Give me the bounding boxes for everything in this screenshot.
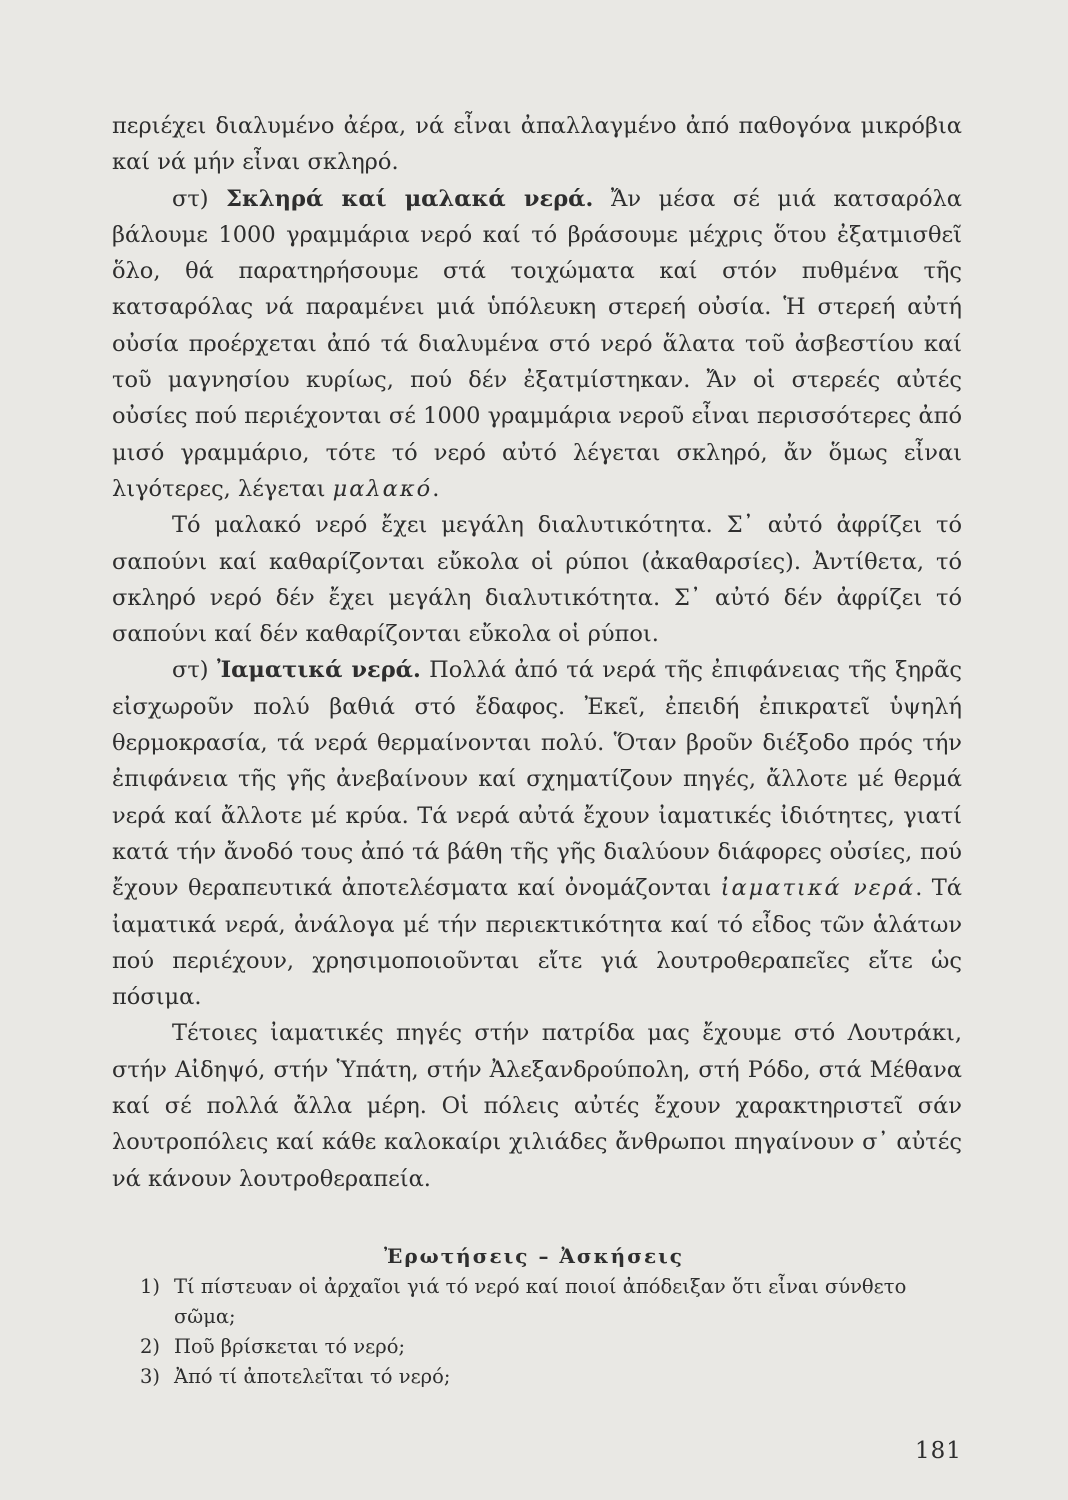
subsection-title: Ἰαματικά νερά. — [216, 657, 421, 684]
emphasized-term: μαλακό — [332, 475, 433, 502]
paragraph-spa-towns — [112, 1015, 962, 1196]
body-text — [112, 108, 962, 1197]
section-marker: στ) — [172, 185, 227, 212]
question-number: 1) — [140, 1275, 161, 1298]
paragraph-continuation — [112, 108, 962, 181]
question-item — [140, 1362, 930, 1392]
paragraph-text: περιέχει διαλυμένο ἀέρα, νά εἶναι ἀπαλλαγμένο ἀπό παθογόνα μικρόβια καί νά μήν εἶναι σκληρό. — [112, 113, 962, 176]
paragraph-healing-waters — [112, 652, 962, 1015]
subsection-title: Σκληρά καί μαλακά νερά. — [226, 185, 594, 212]
question-text: Ποῦ βρίσκεται τό νερό; — [174, 1335, 406, 1358]
paragraph-text: Τό μαλακό νερό ἔχει μεγάλη διαλυτικότητα. Σ᾽ αὐτό ἀφρίζει τό σαπούνι καί καθαρίζονται εὔκολα οἱ ρύποι (ἀκαθαρσίες). Ἀντίθετα, τό σκληρό νερό δέν ἔχει μεγάλη διαλυτικότητα. Σ᾽ αὐτό δέν ἀφρίζει τό σαπούνι καί δέν καθαρίζονται εὔκολα οἱ ρύποι. — [112, 512, 962, 648]
question-text: Τί πίστευαν οἱ ἀρχαῖοι γιά τό νερό καί ποιοί ἀπόδειξαν ὅτι εἶναι σύνθετο σῶμα; — [174, 1275, 907, 1328]
paragraph-text: Τέτοιες ἰαματικές πηγές στήν πατρίδα μας ἔχουμε στό Λουτράκι, στήν Αἰδηψό, στήν Ὑπάτη, στήν Ἀλεξανδρούπολη, στή Ρόδο, στά Μέθανα καί σέ πολλά ἄλλα μέρη. Οἱ πόλεις αὐτές ἔχουν χαρακτηριστεῖ σάν λουτροπόλεις καί κάθε καλοκαίρι χιλιάδες ἄνθρωποι πηγαίνουν σ᾽ αὐτές νά κάνουν λουτροθεραπεία. — [112, 1020, 962, 1192]
paragraph-text: Ἄν μέσα σέ μιά κατσαρόλα βάλουμε 1000 γραμμάρια νερό καί τό βράσουμε μέχρις ὅτου ἐξατμισθεῖ ὅλο, θά παρατηρήσουμε στά τοιχώματα καί στόν πυθμένα τῆς κατσαρόλας νά παραμένει μιά ὑπόλευκη στερεή οὐσία. Ἡ στερεή αὐτή οὐσία προέρχεται ἀπό τά διαλυμένα στό νερό ἅλατα τοῦ ἀσβεστίου καί τοῦ μαγνησίου κυρίως, πού δέν ἐξατμίστηκαν. Ἄν οἱ στερεές αὐτές οὐσίες πού περιέχονται σέ 1000 γραμμάρια νεροῦ εἶναι περισσότερες ἀπό μισό γραμμάριο, τότε τό νερό αὐτό λέγεται σκληρό, ἄν ὅμως εἶναι λιγότερες, λέγεται — [112, 185, 962, 502]
question-number: 2) — [140, 1335, 161, 1358]
section-marker: στ) — [172, 657, 217, 684]
questions-list — [140, 1272, 930, 1392]
question-number: 3) — [140, 1365, 161, 1388]
question-text: Ἀπό τί ἀποτελεῖται τό νερό; — [174, 1365, 451, 1388]
paragraph-text: Πολλά ἀπό τά νερά τῆς ἐπιφάνειας τῆς ξηρᾶς εἰσχωροῦν πολύ βαθιά στό ἔδαφος. Ἐκεῖ, ἐπειδή ἐπικρατεῖ ὑψηλή θερμοκρασία, τά νερά θερμαίνονται πολύ. Ὅταν βροῦν διέξοδο πρός τήν ἐπιφάνεια τῆς γῆς ἀνεβαίνουν καί σχηματίζουν πηγές, ἄλλοτε μέ θερμά νερά καί ἄλλοτε μέ κρύα. Τά νερά αὐτά ἔχουν ἰαματικές ἰδιότητες, γιατί κατά τήν ἄνοδό τους ἀπό τά βάθη τῆς γῆς διαλύουν διάφορες οὐσίες, πού ἔχουν θεραπευτικά ἀποτελέσματα καί ὀνομάζονται — [112, 657, 962, 902]
question-item — [140, 1272, 930, 1332]
paragraph-text: . Τά ἰαματικά νερά, ἀνάλογα μέ τήν περιεκτικότητα καί τό εἶδος τῶν ἁλάτων πού περιέχουν, χρησιμοποιοῦνται εἴτε γιά λουτροθεραπεῖες εἴτε ὡς πόσιμα. — [112, 875, 962, 1011]
emphasized-term: ἰαματικά νερά — [720, 875, 916, 902]
question-item — [140, 1332, 930, 1362]
paragraph-soft-water — [112, 507, 962, 652]
paragraph-hard-soft-water — [112, 181, 962, 508]
section-heading: Ἐρωτήσεις – Ἀσκήσεις — [384, 1244, 684, 1268]
paragraph-text: . — [432, 475, 440, 502]
page-number: 181 — [915, 1438, 962, 1464]
